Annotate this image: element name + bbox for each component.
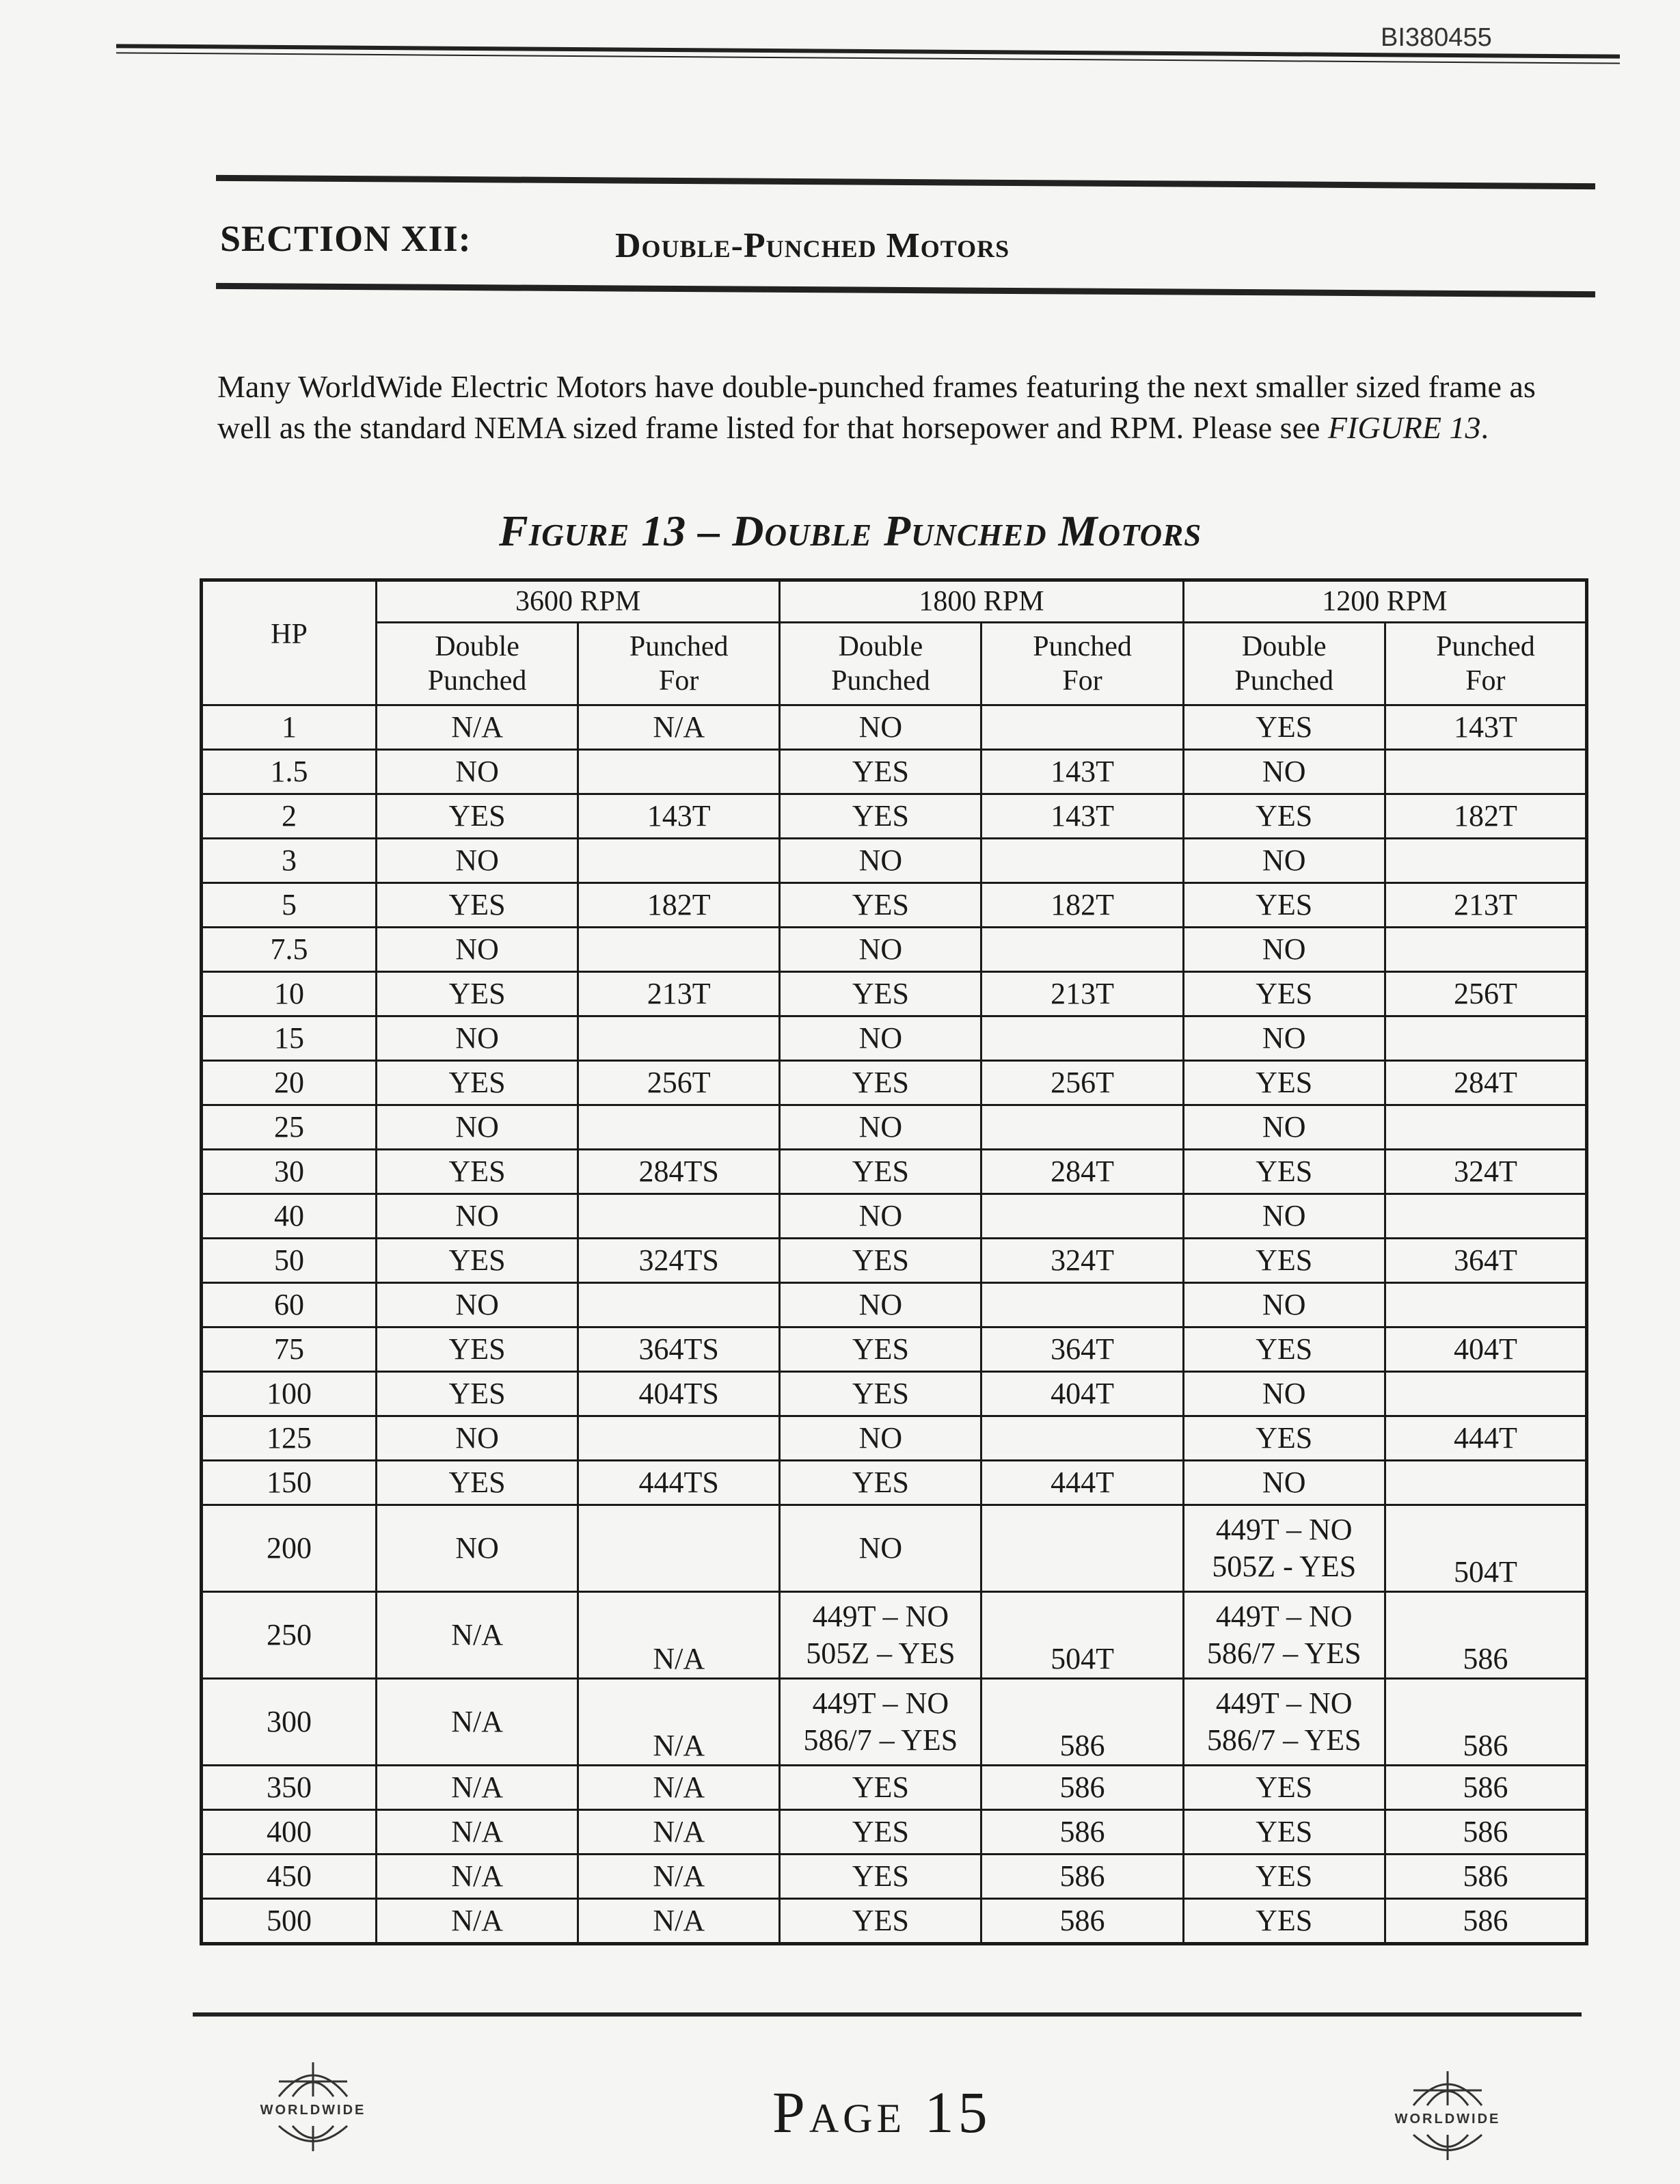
- hp-cell: 125: [202, 1416, 377, 1461]
- punched-for-3600-cell: N/A: [578, 1766, 780, 1810]
- double-punched-3600-cell: N/A: [377, 1766, 578, 1810]
- punched-for-1800-cell: 586: [981, 1679, 1183, 1766]
- double-punched-3600-cell: YES: [377, 1461, 578, 1505]
- cell-line: 449T – NO: [812, 1600, 949, 1633]
- double-punched-1200-cell: YES: [1183, 794, 1385, 839]
- hp-cell: 100: [202, 1372, 377, 1416]
- punched-for-1200-cell: 444T: [1385, 1416, 1586, 1461]
- punched-for-3600-cell: 213T: [578, 972, 780, 1016]
- hp-cell: 2: [202, 794, 377, 839]
- double-punched-header: [1183, 623, 1385, 705]
- table-row: [202, 1766, 1587, 1810]
- hp-cell: 1.5: [202, 750, 377, 794]
- double-punched-1200-cell: NO: [1183, 1372, 1385, 1416]
- double-punched-1200-cell: YES: [1183, 1327, 1385, 1372]
- hp-cell: 75: [202, 1327, 377, 1372]
- double-punched-3600-cell: NO: [377, 1105, 578, 1150]
- hp-cell: 500: [202, 1899, 377, 1944]
- double-punched-3600-cell: N/A: [377, 1592, 578, 1679]
- worldwide-logo-right: [1386, 2063, 1509, 2166]
- table-row: [202, 1899, 1587, 1944]
- intro-paragraph: [217, 366, 1557, 448]
- punched-for-1200-cell: 213T: [1385, 883, 1586, 928]
- hp-cell: 450: [202, 1855, 377, 1899]
- header-line: For: [1062, 665, 1102, 697]
- double-punched-1800-cell: YES: [780, 883, 981, 928]
- punched-for-1200-cell: [1385, 1105, 1586, 1150]
- double-punched-motors-table: [200, 578, 1588, 1945]
- hp-cell: 250: [202, 1592, 377, 1679]
- intro-text-end: .: [1480, 410, 1489, 445]
- table-row: [202, 839, 1587, 883]
- cell-line: 449T – NO: [1215, 1600, 1353, 1633]
- table-row: [202, 928, 1587, 972]
- section-label: SECTION XII:: [220, 218, 472, 259]
- double-punched-3600-cell: YES: [377, 1327, 578, 1372]
- punched-for-1200-cell: 586: [1385, 1810, 1586, 1855]
- double-punched-3600-cell: NO: [377, 1505, 578, 1592]
- double-punched-1200-cell: NO: [1183, 750, 1385, 794]
- rpm-header-1200: 1200 RPM: [1183, 580, 1586, 623]
- cell-line: 449T – NO: [812, 1686, 949, 1720]
- punched-for-1800-cell: [981, 1194, 1183, 1239]
- punched-for-1800-cell: 324T: [981, 1239, 1183, 1283]
- double-punched-1800-cell: YES: [780, 1461, 981, 1505]
- punched-for-3600-cell: 364TS: [578, 1327, 780, 1372]
- double-punched-1800-cell: YES: [780, 1855, 981, 1899]
- cell-line: 449T – NO: [1215, 1686, 1353, 1720]
- punched-for-3600-cell: [578, 839, 780, 883]
- punched-for-1800-cell: [981, 1016, 1183, 1061]
- punched-for-3600-cell: [578, 1505, 780, 1592]
- hp-header: HP: [202, 580, 377, 705]
- punched-for-3600-cell: [578, 750, 780, 794]
- punched-for-3600-cell: N/A: [578, 1592, 780, 1679]
- double-punched-3600-cell: YES: [377, 1239, 578, 1283]
- punched-for-1800-cell: 284T: [981, 1150, 1183, 1194]
- double-punched-3600-cell: YES: [377, 972, 578, 1016]
- table-row: [202, 1283, 1587, 1327]
- punched-for-1200-cell: 404T: [1385, 1327, 1586, 1372]
- double-punched-3600-cell: YES: [377, 794, 578, 839]
- hp-cell: 20: [202, 1061, 377, 1105]
- double-punched-1200-cell: YES: [1183, 1855, 1385, 1899]
- double-punched-1800-cell: YES: [780, 750, 981, 794]
- punched-for-3600-cell: [578, 1194, 780, 1239]
- punched-for-1800-cell: [981, 705, 1183, 750]
- punched-for-1800-cell: [981, 839, 1183, 883]
- double-punched-3600-cell: NO: [377, 1194, 578, 1239]
- hp-cell: 1: [202, 705, 377, 750]
- double-punched-3600-cell: YES: [377, 883, 578, 928]
- double-punched-1200-cell: YES: [1183, 1416, 1385, 1461]
- punched-for-1200-cell: [1385, 1016, 1586, 1061]
- double-punched-1800-cell: NO: [780, 1283, 981, 1327]
- section-title: Double-Punched Motors: [615, 226, 1010, 265]
- double-punched-1200-cell: YES: [1183, 1766, 1385, 1810]
- punched-for-3600-cell: 324TS: [578, 1239, 780, 1283]
- table-row: [202, 1150, 1587, 1194]
- hp-cell: 60: [202, 1283, 377, 1327]
- hp-cell: 300: [202, 1679, 377, 1766]
- punched-for-1200-cell: 256T: [1385, 972, 1586, 1016]
- double-punched-1200-cell: NO: [1183, 1283, 1385, 1327]
- double-punched-1800-cell: NO: [780, 928, 981, 972]
- hp-cell: 200: [202, 1505, 377, 1592]
- double-punched-1800-cell: YES: [780, 1766, 981, 1810]
- document-id: BI380455: [1381, 23, 1492, 52]
- punched-for-1200-cell: 586: [1385, 1855, 1586, 1899]
- punched-for-1800-cell: 256T: [981, 1061, 1183, 1105]
- double-punched-1200-cell: [1183, 1679, 1385, 1766]
- hp-cell: 7.5: [202, 928, 377, 972]
- header-line: Punched: [1234, 665, 1334, 697]
- header-line: Punched: [629, 631, 729, 662]
- punched-for-3600-cell: 143T: [578, 794, 780, 839]
- double-punched-1200-cell: YES: [1183, 705, 1385, 750]
- punched-for-3600-cell: [578, 1016, 780, 1061]
- table-row: [202, 1416, 1587, 1461]
- punched-for-1800-cell: 213T: [981, 972, 1183, 1016]
- punched-for-3600-cell: N/A: [578, 1855, 780, 1899]
- punched-for-1800-cell: 182T: [981, 883, 1183, 928]
- double-punched-1200-cell: NO: [1183, 1461, 1385, 1505]
- punched-for-3600-cell: N/A: [578, 705, 780, 750]
- punched-for-3600-cell: 444TS: [578, 1461, 780, 1505]
- punched-for-3600-cell: N/A: [578, 1899, 780, 1944]
- double-punched-1200-cell: NO: [1183, 1194, 1385, 1239]
- punched-for-1800-cell: 586: [981, 1810, 1183, 1855]
- table-row: [202, 1461, 1587, 1505]
- footer-rule: [193, 2012, 1582, 2017]
- table-body: [202, 705, 1587, 1944]
- hp-cell: 40: [202, 1194, 377, 1239]
- punched-for-1200-cell: [1385, 839, 1586, 883]
- punched-for-1200-cell: [1385, 1461, 1586, 1505]
- punched-for-1200-cell: 364T: [1385, 1239, 1586, 1283]
- double-punched-1800-cell: NO: [780, 1505, 981, 1592]
- double-punched-3600-cell: N/A: [377, 1810, 578, 1855]
- hp-cell: 5: [202, 883, 377, 928]
- punched-for-1800-cell: 586: [981, 1766, 1183, 1810]
- double-punched-1200-cell: NO: [1183, 928, 1385, 972]
- double-punched-1800-cell: NO: [780, 705, 981, 750]
- punched-for-3600-cell: 404TS: [578, 1372, 780, 1416]
- double-punched-1200-cell: YES: [1183, 1239, 1385, 1283]
- table-row: [202, 1810, 1587, 1855]
- hp-cell: 400: [202, 1810, 377, 1855]
- punched-for-1200-cell: 284T: [1385, 1061, 1586, 1105]
- double-punched-1200-cell: YES: [1183, 972, 1385, 1016]
- double-punched-3600-cell: YES: [377, 1061, 578, 1105]
- hp-cell: 15: [202, 1016, 377, 1061]
- double-punched-1200-cell: YES: [1183, 1810, 1385, 1855]
- double-punched-1200-cell: YES: [1183, 883, 1385, 928]
- double-punched-1800-cell: YES: [780, 794, 981, 839]
- section-rule-top: [216, 175, 1595, 189]
- punched-for-1200-cell: 586: [1385, 1679, 1586, 1766]
- punched-for-1200-cell: [1385, 750, 1586, 794]
- section-rule-bottom: [216, 283, 1595, 297]
- double-punched-3600-cell: N/A: [377, 1899, 578, 1944]
- table-row: [202, 1061, 1587, 1105]
- double-punched-1200-cell: YES: [1183, 1150, 1385, 1194]
- table-row: [202, 1016, 1587, 1061]
- punched-for-3600-cell: [578, 1283, 780, 1327]
- double-punched-3600-cell: NO: [377, 839, 578, 883]
- punched-for-1200-cell: 586: [1385, 1766, 1586, 1810]
- punched-for-1200-cell: [1385, 1283, 1586, 1327]
- double-punched-1200-cell: YES: [1183, 1899, 1385, 1944]
- cell-line: 586/7 – YES: [803, 1723, 958, 1757]
- hp-cell: 10: [202, 972, 377, 1016]
- table-row: [202, 1679, 1587, 1766]
- double-punched-header: [780, 623, 981, 705]
- logo-text: WORLDWIDE: [1394, 2112, 1501, 2127]
- header-line: Punched: [1436, 631, 1535, 662]
- worldwide-logo-left: [252, 2054, 375, 2157]
- punched-for-1800-cell: 586: [981, 1855, 1183, 1899]
- double-punched-1800-cell: YES: [780, 1061, 981, 1105]
- page-number: Page 15: [772, 2079, 992, 2145]
- double-punched-3600-cell: NO: [377, 1416, 578, 1461]
- globe-icon: [252, 2054, 375, 2157]
- punched-for-3600-cell: [578, 1416, 780, 1461]
- punched-for-1200-cell: 504T: [1385, 1505, 1586, 1592]
- double-punched-1800-cell: YES: [780, 1372, 981, 1416]
- punched-for-1200-cell: [1385, 928, 1586, 972]
- punched-for-3600-cell: 182T: [578, 883, 780, 928]
- rpm-header-3600: 3600 RPM: [377, 580, 780, 623]
- punched-for-3600-cell: [578, 928, 780, 972]
- punched-for-3600-cell: 284TS: [578, 1150, 780, 1194]
- double-punched-1800-cell: NO: [780, 839, 981, 883]
- punched-for-3600-cell: N/A: [578, 1810, 780, 1855]
- table-row: [202, 1105, 1587, 1150]
- double-punched-1800-cell: [780, 1592, 981, 1679]
- double-punched-1800-cell: NO: [780, 1416, 981, 1461]
- cell-line: 505Z - YES: [1212, 1550, 1357, 1583]
- logo-text: WORLDWIDE: [260, 2103, 366, 2118]
- double-punched-1800-cell: YES: [780, 1239, 981, 1283]
- hp-cell: 50: [202, 1239, 377, 1283]
- double-punched-1800-cell: NO: [780, 1194, 981, 1239]
- double-punched-1800-cell: YES: [780, 1327, 981, 1372]
- cell-line: 505Z – YES: [806, 1636, 956, 1670]
- punched-for-1800-cell: 586: [981, 1899, 1183, 1944]
- cell-line: 449T – NO: [1215, 1513, 1353, 1546]
- punched-for-1800-cell: [981, 1105, 1183, 1150]
- punched-for-3600-cell: [578, 1105, 780, 1150]
- table-row: [202, 972, 1587, 1016]
- table-row: [202, 1327, 1587, 1372]
- table-row: [202, 750, 1587, 794]
- header-line: For: [1465, 665, 1506, 697]
- punched-for-header: [578, 623, 780, 705]
- double-punched-3600-cell: N/A: [377, 705, 578, 750]
- double-punched-3600-cell: NO: [377, 928, 578, 972]
- double-punched-1800-cell: YES: [780, 1150, 981, 1194]
- header-line: Double: [435, 631, 519, 662]
- double-punched-1200-cell: NO: [1183, 1016, 1385, 1061]
- hp-cell: 3: [202, 839, 377, 883]
- header-line: Punched: [831, 665, 930, 697]
- table-row: [202, 1372, 1587, 1416]
- table-row: [202, 1194, 1587, 1239]
- punched-for-3600-cell: N/A: [578, 1679, 780, 1766]
- double-punched-1800-cell: YES: [780, 1899, 981, 1944]
- punched-for-1200-cell: [1385, 1372, 1586, 1416]
- punched-for-1200-cell: 182T: [1385, 794, 1586, 839]
- figure-reference: FIGURE 13: [1327, 410, 1481, 445]
- header-line: Punched: [427, 665, 527, 697]
- double-punched-3600-cell: N/A: [377, 1679, 578, 1766]
- double-punched-3600-cell: NO: [377, 750, 578, 794]
- header-line: Double: [1241, 631, 1327, 662]
- hp-cell: 350: [202, 1766, 377, 1810]
- table-row: [202, 794, 1587, 839]
- double-punched-1800-cell: YES: [780, 972, 981, 1016]
- punched-for-1200-cell: 586: [1385, 1592, 1586, 1679]
- table-row: [202, 1855, 1587, 1899]
- hp-cell: 150: [202, 1461, 377, 1505]
- punched-for-1200-cell: [1385, 1194, 1586, 1239]
- globe-icon: [1386, 2063, 1509, 2166]
- double-punched-3600-cell: NO: [377, 1016, 578, 1061]
- punched-for-1800-cell: 444T: [981, 1461, 1183, 1505]
- double-punched-3600-cell: YES: [377, 1150, 578, 1194]
- punched-for-1800-cell: [981, 1283, 1183, 1327]
- punched-for-1800-cell: [981, 1505, 1183, 1592]
- punched-for-1800-cell: [981, 928, 1183, 972]
- table-row: [202, 705, 1587, 750]
- punched-for-1800-cell: 364T: [981, 1327, 1183, 1372]
- table-row: [202, 1505, 1587, 1592]
- punched-for-3600-cell: 256T: [578, 1061, 780, 1105]
- table-row: [202, 883, 1587, 928]
- double-punched-1800-cell: [780, 1679, 981, 1766]
- punched-for-1800-cell: 504T: [981, 1592, 1183, 1679]
- figure-title: Figure 13 – Double Punched Motors: [499, 507, 1202, 555]
- double-punched-1200-cell: [1183, 1592, 1385, 1679]
- double-punched-1800-cell: NO: [780, 1105, 981, 1150]
- header-line: For: [659, 665, 699, 697]
- punched-for-header: [1385, 623, 1586, 705]
- double-punched-1800-cell: NO: [780, 1016, 981, 1061]
- punched-for-1200-cell: 586: [1385, 1899, 1586, 1944]
- punched-for-header: [981, 623, 1183, 705]
- rpm-header-1800: 1800 RPM: [780, 580, 1183, 623]
- hp-cell: 25: [202, 1105, 377, 1150]
- intro-text: Many WorldWide Electric Motors have double-punched frames featuring the next smaller sized frame as well as the standard NEMA sized frame listed for that horsepower and RPM. Please see: [217, 369, 1536, 445]
- cell-line: 586/7 – YES: [1206, 1723, 1361, 1757]
- cell-line: 586/7 – YES: [1206, 1636, 1361, 1670]
- punched-for-1800-cell: [981, 1416, 1183, 1461]
- double-punched-header: [377, 623, 578, 705]
- double-punched-1800-cell: YES: [780, 1810, 981, 1855]
- double-punched-3600-cell: N/A: [377, 1855, 578, 1899]
- double-punched-3600-cell: YES: [377, 1372, 578, 1416]
- double-punched-1200-cell: NO: [1183, 1105, 1385, 1150]
- table-row: [202, 1239, 1587, 1283]
- header-line: Punched: [1033, 631, 1132, 662]
- double-punched-3600-cell: NO: [377, 1283, 578, 1327]
- double-punched-1200-cell: [1183, 1505, 1385, 1592]
- double-punched-1200-cell: YES: [1183, 1061, 1385, 1105]
- hp-cell: 30: [202, 1150, 377, 1194]
- double-punched-1200-cell: NO: [1183, 839, 1385, 883]
- punched-for-1200-cell: 143T: [1385, 705, 1586, 750]
- punched-for-1800-cell: 404T: [981, 1372, 1183, 1416]
- punched-for-1800-cell: 143T: [981, 794, 1183, 839]
- punched-for-1800-cell: 143T: [981, 750, 1183, 794]
- header-line: Double: [838, 631, 923, 662]
- table-row: [202, 1592, 1587, 1679]
- punched-for-1200-cell: 324T: [1385, 1150, 1586, 1194]
